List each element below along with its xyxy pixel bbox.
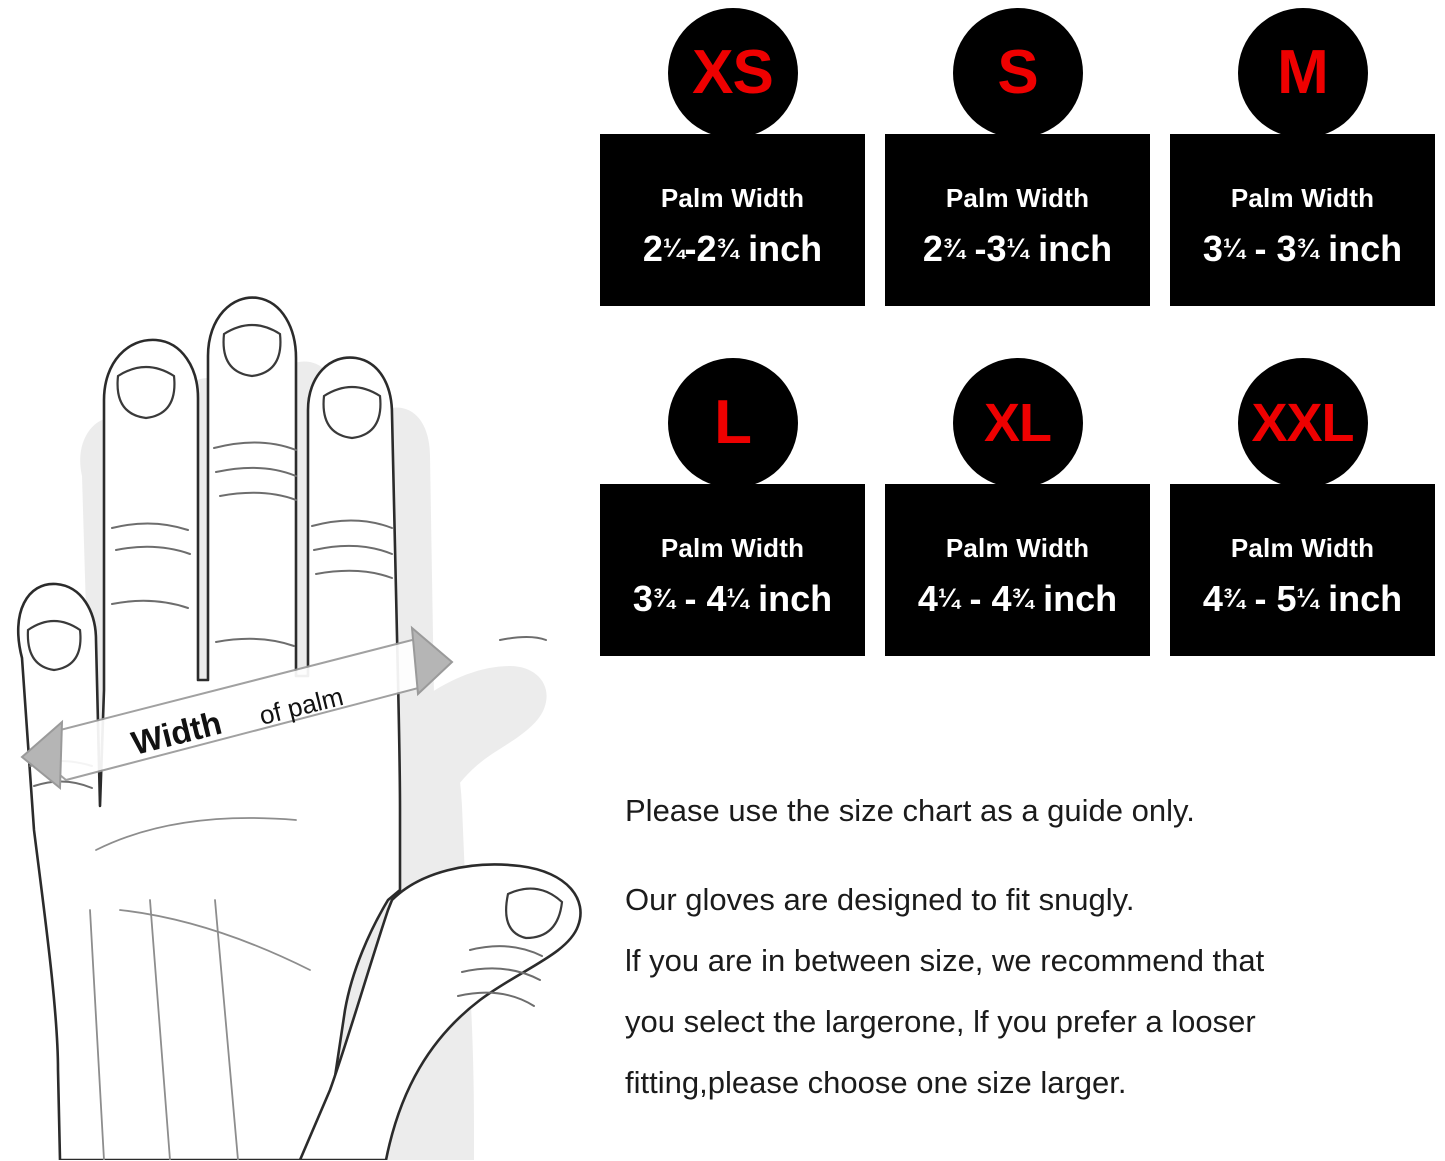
note-snug-fit: Our gloves are designed to fit snugly. — [625, 882, 1135, 917]
note-looser-fitting: fitting,please choose one size larger. — [625, 1065, 1127, 1100]
size-badge-xl: XL — [953, 358, 1083, 488]
size-card-m — [1170, 8, 1435, 328]
value-dash: - — [674, 577, 707, 619]
size-badge-xxl: XXL — [1238, 358, 1368, 488]
value-dash: - — [1244, 227, 1277, 269]
palm-width-value — [918, 578, 1117, 620]
value-dash: - — [1244, 577, 1277, 619]
size-badge-xs: XS — [668, 8, 798, 138]
size-badge-l: L — [668, 358, 798, 488]
size-badge-s: S — [953, 8, 1083, 138]
value-fraction-1: ¼ — [1222, 233, 1245, 262]
value-whole-1: 3 — [1202, 227, 1223, 269]
measure-label-main: Width — [127, 703, 226, 762]
sizing-notes — [625, 795, 1425, 1128]
value-whole-1: 4 — [917, 577, 938, 619]
size-card-l — [600, 358, 865, 678]
value-fraction-1: ¼ — [662, 233, 685, 262]
value-unit: inch — [1318, 227, 1403, 269]
value-fraction-2: ¾ — [716, 233, 739, 262]
size-card-body-xs — [600, 134, 865, 306]
value-fraction-1: ¾ — [942, 233, 965, 262]
palm-width-value — [1203, 578, 1402, 620]
value-fraction-2: ¾ — [1011, 583, 1034, 612]
size-card-body-m — [1170, 134, 1435, 306]
value-dash: - — [964, 227, 987, 269]
value-fraction-2: ¾ — [1296, 233, 1319, 262]
palm-width-label: Palm Width — [1230, 182, 1375, 213]
value-unit: inch — [738, 227, 823, 269]
value-fraction-2: ¼ — [1296, 583, 1319, 612]
value-dash: - — [959, 577, 992, 619]
note-select-larger: you select the largerone, lf you prefer a looser — [625, 1004, 1256, 1039]
value-whole-1: 4 — [1202, 577, 1223, 619]
palm-width-label: Palm Width — [660, 532, 805, 563]
value-whole-2: 5 — [1276, 577, 1297, 619]
palm-width-label: Palm Width — [1230, 532, 1375, 563]
size-card-xxl — [1170, 358, 1435, 678]
size-card-body-l — [600, 484, 865, 656]
value-unit: inch — [1318, 577, 1403, 619]
palm-width-value — [643, 228, 822, 270]
size-card-body-xl — [885, 484, 1150, 656]
value-fraction-1: ¾ — [652, 583, 675, 612]
size-card-body-s — [885, 134, 1150, 306]
palm-width-label: Palm Width — [945, 182, 1090, 213]
value-fraction-2: ¼ — [1006, 233, 1029, 262]
size-card-xs — [600, 8, 865, 328]
value-unit: inch — [1028, 227, 1113, 269]
palm-width-label: Palm Width — [945, 532, 1090, 563]
palm-width-label: Palm Width — [660, 182, 805, 213]
value-whole-2: 4 — [991, 577, 1012, 619]
size-card-s — [885, 8, 1150, 328]
size-chart-grid — [600, 8, 1435, 678]
value-whole-1: 2 — [642, 227, 663, 269]
value-whole-2: 4 — [706, 577, 727, 619]
palm-width-value — [1203, 228, 1402, 270]
value-fraction-2: ¼ — [726, 583, 749, 612]
value-unit: inch — [1033, 577, 1118, 619]
value-whole-2: 2 — [696, 227, 717, 269]
palm-width-value — [923, 228, 1112, 270]
value-whole-1: 3 — [632, 577, 653, 619]
size-card-body-xxl — [1170, 484, 1435, 656]
value-whole-2: 3 — [1276, 227, 1297, 269]
note-between-size: lf you are in between size, we recommend that — [625, 943, 1265, 978]
value-unit: inch — [748, 577, 833, 619]
note-guide-only: Please use the size chart as a guide only. — [625, 793, 1195, 828]
palm-width-value — [633, 578, 832, 620]
measure-label-sub: of palm — [256, 681, 347, 731]
size-card-xl — [885, 358, 1150, 678]
value-fraction-1: ¼ — [937, 583, 960, 612]
value-fraction-1: ¾ — [1222, 583, 1245, 612]
value-whole-1: 2 — [922, 227, 943, 269]
value-whole-2: 3 — [986, 227, 1007, 269]
hand-illustration — [0, 210, 640, 1160]
value-dash: - — [684, 227, 697, 269]
size-badge-m: M — [1238, 8, 1368, 138]
